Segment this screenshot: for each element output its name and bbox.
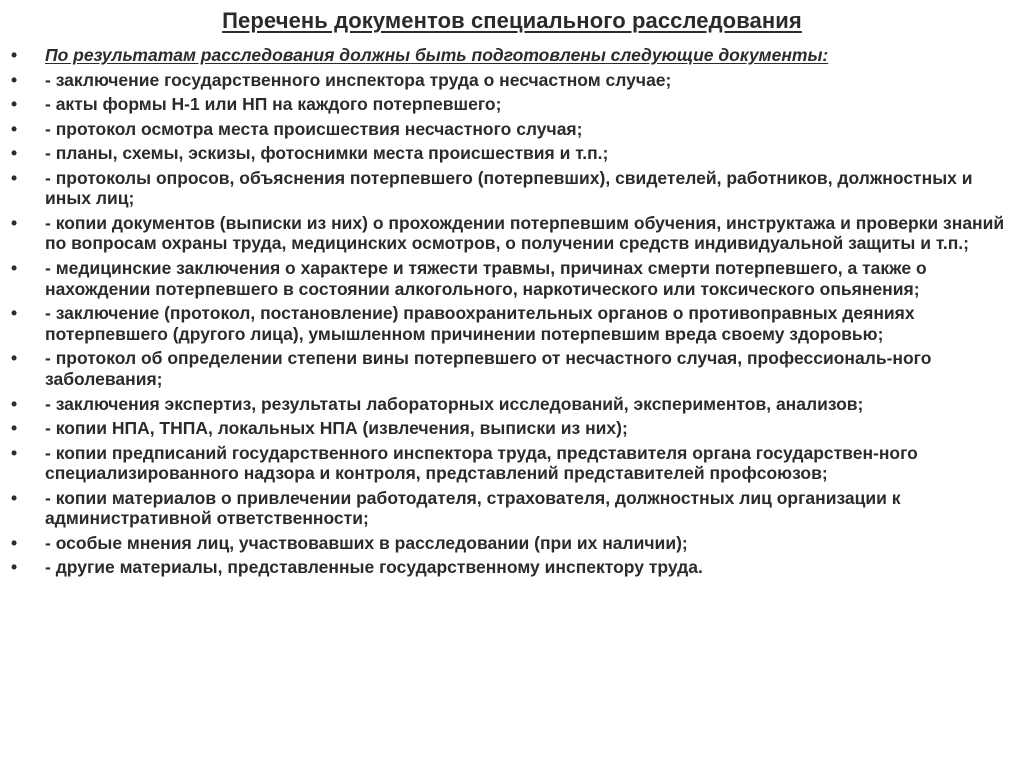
list-item [0,488,1024,529]
list-item [0,557,1024,578]
list-item [0,348,1024,389]
list-item [0,70,1024,91]
list-item [0,213,1024,254]
list-item-text: - протокол об определении степени вины потерпевшего от несчастного случая, профессиональ-ного заболевания; [45,348,932,390]
list-item [0,168,1024,209]
list-item-text: - протоколы опросов, объяснения потерпевшего (потерпевших), свидетелей, работников, должностных и иных лиц; [45,167,973,209]
list-item-text: - особые мнения лиц, участвовавших в расследовании (при их наличии); [45,532,688,553]
bullet-icon: • [11,143,18,163]
bullet-icon: • [11,418,18,439]
bullet-icon: • [11,167,18,188]
list-item-text: - акты формы Н-1 или НП на каждого потерпевшего; [45,94,502,114]
list-item [0,443,1024,484]
bullet-icon: • [11,257,18,278]
list-item [0,143,1024,164]
bullet-icon: • [11,393,18,414]
list-item-text: - заключение (протокол, постановление) правоохранительных органов о противоправных деяниях потерпевшего (другого лица), умышленном причинении потерпевшим вреда своему здоровью; [45,303,915,344]
list-item [0,94,1024,115]
bullet-icon: • [11,557,18,578]
list-item-text: - копии документов (выписки из них) о прохождении потерпевшим обучения, инструктажа и проверки знаний по вопросам охраны труда, медицинских осмотров, о получении средств индивидуальной защиты и т.п.; [45,212,1005,254]
list-item-text: - копии материалов о привлечении работодателя, страхователя, должностных лиц организации к административной ответственности; [45,487,901,529]
bullet-icon: • [11,212,18,233]
list-item [0,533,1024,554]
list-item [0,394,1024,415]
bullet-icon: • [11,487,18,508]
bullet-icon: • [11,94,18,114]
list-item-text: - копии НПА, ТНПА, локальных НПА (извлечения, выписки из них); [45,418,628,439]
list-item-text: - медицинские заключения о характере и тяжести травмы, причинах смерти потерпевшего, а также о нахождении потерпевшего в состоянии алкогольного, наркотического или токсического опьянения; [45,257,927,299]
list-item-text: - копии предписаний государственного инспектора труда, представителя органа государствен-ного специализированного надзора и контроля, представлений представителей профсоюзов; [45,442,918,484]
page-title: Перечень документов специального расследования [222,8,802,33]
list-item [0,418,1024,439]
list-item-text: - планы, схемы, эскизы, фотоснимки места происшествия и т.п.; [45,143,609,163]
list-item-text: - заключение государственного инспектора труда о несчастном случае; [45,69,672,90]
list-item-text: - заключения экспертиз, результаты лабораторных исследований, экспериментов, анализов; [45,393,864,414]
bullet-icon: • [11,69,18,90]
bullet-icon: • [11,348,18,369]
bullet-icon: • [11,532,18,553]
document-list [0,45,1024,582]
bullet-icon: • [11,118,18,139]
list-item [0,303,1024,344]
bullet-icon: • [11,45,18,65]
list-item [0,258,1024,299]
bullet-icon: • [11,442,18,463]
list-item [0,119,1024,140]
intro-text: По результатам расследования должны быть подготовлены следующие документы: [45,45,829,65]
bullet-icon: • [11,303,18,324]
intro-item [0,45,1024,66]
list-item-text: - другие материалы, представленные государственному инспектору труда. [45,557,703,578]
list-item-text: - протокол осмотра места происшествия несчастного случая; [45,118,583,139]
